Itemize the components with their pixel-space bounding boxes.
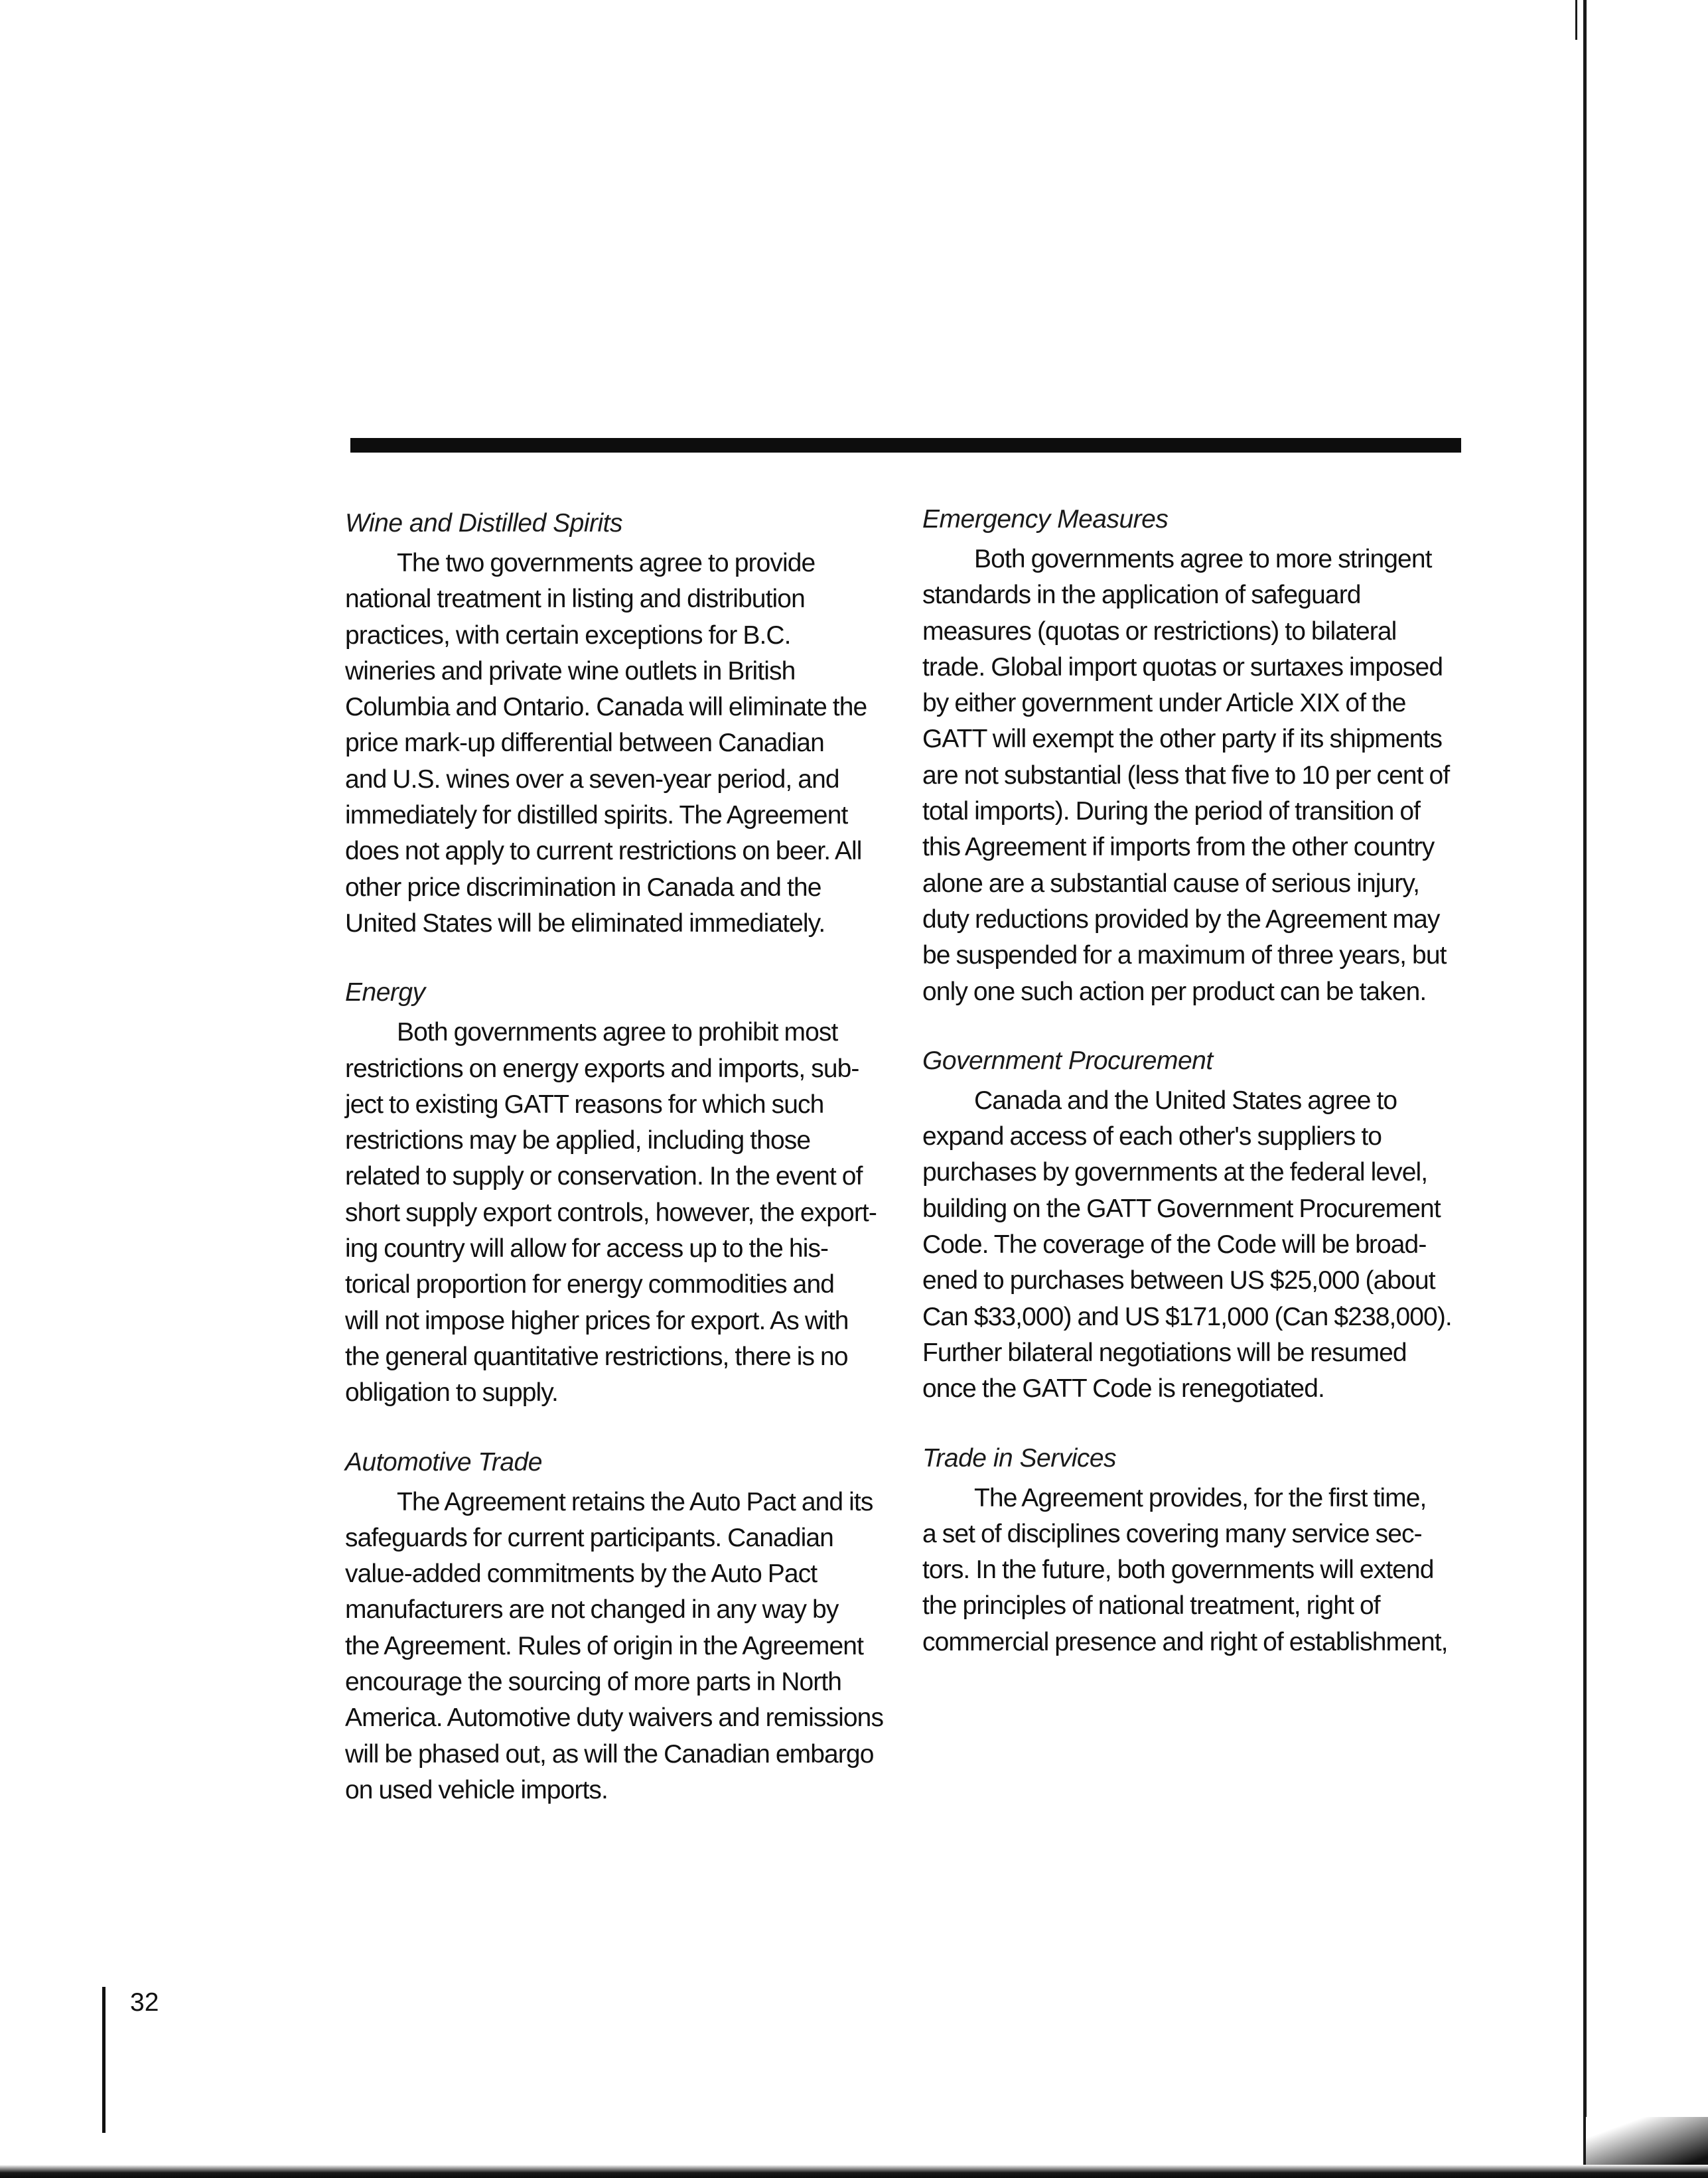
body-line: other price discrimination in Canada and the <box>345 873 821 902</box>
body-line: ing country will allow for access up to the his- <box>345 1234 829 1264</box>
body-line: measures (quotas or restrictions) to bilateral <box>922 617 1397 646</box>
page-number: 32 <box>130 1988 159 2017</box>
body-line: duty reductions provided by the Agreement may <box>922 905 1440 934</box>
body-line: once the GATT Code is renegotiated. <box>922 1374 1324 1404</box>
top-rule <box>350 438 1461 453</box>
body-line: related to supply or conservation. In the event of <box>345 1162 863 1191</box>
section-energy <box>345 975 896 1411</box>
body-line: GATT will exempt the other party if its shipments <box>922 725 1443 754</box>
section-services <box>922 1441 1480 1660</box>
binding-edge <box>1583 0 1587 2178</box>
body-line: ened to purchases between US $25,000 (about <box>922 1266 1435 1295</box>
body-line: be suspended for a maximum of three years, but <box>922 941 1447 970</box>
body-line: short supply export controls, however, the export- <box>345 1198 877 1227</box>
body-line: Both governments agree to prohibit most <box>397 1018 838 1047</box>
body-line: ject to existing GATT reasons for which such <box>345 1090 824 1119</box>
body-line: The Agreement provides, for the first time, <box>974 1483 1427 1512</box>
body-line: manufacturers are not changed in any way by <box>345 1595 839 1625</box>
body-line: national treatment in listing and distribution <box>345 585 805 614</box>
body-line: tors. In the future, both governments will extend <box>922 1556 1434 1585</box>
body-line: this Agreement if imports from the other country <box>922 833 1435 862</box>
section-heading: Automotive Trade <box>345 1447 542 1477</box>
section-body <box>922 542 1480 1010</box>
body-line: on used vehicle imports. <box>345 1775 608 1804</box>
body-line: are not substantial (less that five to 10 per cent of <box>922 761 1450 790</box>
body-line: a set of disciplines covering many service sec- <box>922 1519 1422 1548</box>
body-line: encourage the sourcing of more parts in North <box>345 1668 842 1697</box>
body-line: will not impose higher prices for export. As with <box>345 1306 849 1335</box>
body-line: Both governments agree to more stringent <box>974 545 1432 573</box>
body-line: Columbia and Ontario. Canada will eliminate the <box>345 693 867 722</box>
body-line: United States will be eliminated immediately. <box>345 908 825 938</box>
body-line: the general quantitative restrictions, there is no <box>345 1342 848 1371</box>
body-line: Further bilateral negotiations will be resumed <box>922 1338 1407 1367</box>
body-line: price mark-up differential between Canadian <box>345 729 824 758</box>
section-wine <box>345 506 896 942</box>
body-line: commercial presence and right of establishment, <box>922 1627 1448 1656</box>
section-body <box>922 1481 1480 1660</box>
body-line: standards in the application of safeguard <box>922 581 1361 610</box>
body-line: torical proportion for energy commodities and <box>345 1270 835 1299</box>
left-column <box>345 506 896 1842</box>
binding-edge-mark <box>1575 0 1577 40</box>
section-body <box>345 1485 896 1809</box>
margin-rule <box>102 1987 106 2133</box>
body-line: alone are a substantial cause of serious injury, <box>922 869 1420 898</box>
body-line: total imports). During the period of transition of <box>922 797 1421 826</box>
body-line: the Agreement. Rules of origin in the Agreement <box>345 1631 864 1660</box>
body-line: safeguards for current participants. Canadian <box>345 1523 833 1552</box>
section-automotive <box>345 1445 896 1809</box>
body-line: practices, with certain exceptions for B.C. <box>345 620 791 650</box>
body-line: Can $33,000) and US $171,000 (Can $238,000). <box>922 1302 1452 1331</box>
body-line: America. Automotive duty waivers and remissions <box>345 1704 884 1733</box>
section-heading: Energy <box>345 978 425 1007</box>
body-line: and U.S. wines over a seven-year period, and <box>345 764 839 794</box>
section-body <box>345 1015 896 1411</box>
body-line: Code. The coverage of the Code will be broad- <box>922 1230 1427 1260</box>
body-line: Canada and the United States agree to <box>974 1086 1397 1115</box>
section-heading: Wine and Distilled Spirits <box>345 509 622 538</box>
body-line: wineries and private wine outlets in British <box>345 656 796 686</box>
section-heading: Government Procurement <box>922 1046 1213 1075</box>
right-column <box>922 502 1480 1694</box>
body-line: trade. Global import quotas or surtaxes imposed <box>922 652 1443 682</box>
section-emergency <box>922 502 1480 1010</box>
body-line: The two governments agree to provide <box>397 549 816 577</box>
body-line: does not apply to current restrictions on beer. All <box>345 837 862 866</box>
body-line: by either government under Article XIX of the <box>922 689 1406 718</box>
body-line: purchases by governments at the federal level, <box>922 1158 1428 1187</box>
body-line: The Agreement retains the Auto Pact and its <box>397 1487 873 1516</box>
body-line: building on the GATT Government Procurement <box>922 1194 1441 1223</box>
body-line: will be phased out, as will the Canadian embargo <box>345 1739 874 1769</box>
body-line: only one such action per product can be taken. <box>922 977 1427 1006</box>
body-line: the principles of national treatment, right of <box>922 1591 1380 1621</box>
body-line: immediately for distilled spirits. The Agreement <box>345 801 848 830</box>
body-line: restrictions on energy exports and imports, sub- <box>345 1054 859 1083</box>
section-body <box>345 545 896 942</box>
body-line: obligation to supply. <box>345 1378 558 1408</box>
body-line: expand access of each other's suppliers to <box>922 1122 1382 1151</box>
section-procurement <box>922 1043 1480 1408</box>
section-heading: Trade in Services <box>922 1443 1117 1473</box>
bottom-shadow <box>0 2165 1708 2178</box>
section-heading: Emergency Measures <box>922 505 1169 534</box>
section-body <box>922 1083 1480 1408</box>
body-line: restrictions may be applied, including those <box>345 1126 811 1155</box>
body-line: value-added commitments by the Auto Pact <box>345 1560 818 1589</box>
